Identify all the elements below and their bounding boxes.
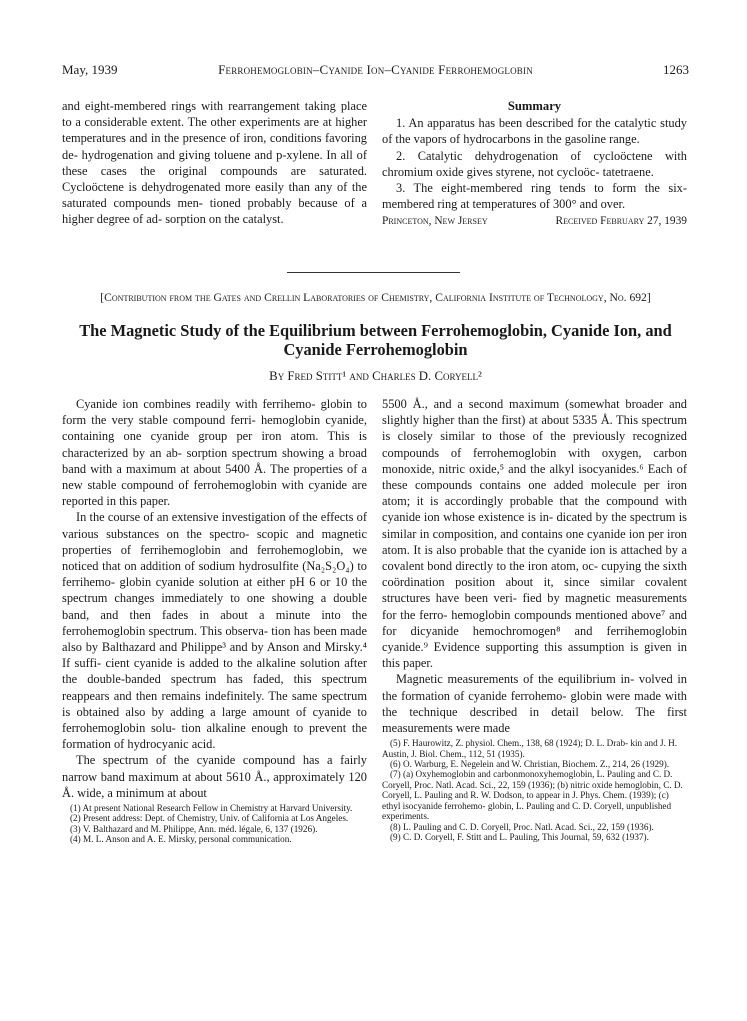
summary-heading: Summary	[507, 99, 562, 113]
body-column-left	[62, 396, 367, 845]
paragraph: In the course of an extensive investigation of the effects of various substances on the spectro- scopic and magnetic properties of ferrihemoglobin and ferrohemoglobin, we noticed that on addition of sodium hydrosulfite (Na₂S₂O₄) to ferrihemo- globin cyanide solution at either pH 6 or 10 the spectrum changes immediately to one showing a double band, and then fades in about a minute into the ferrohemoglobin spectrum. This observa- tion has been made also by Balthazard and Philippe³ and by Anson and Mirsky.⁴ If suffi- cient cyanide is added to the alkaline solution after the double-banded spectrum has faded, this spectrum reappears and then remains indefinitely. The same spectrum is obtained also by adding a large amount of cyanide to ferrohemoglobin solu- tion alkaline enough to prevent the formation of hydrocyanic acid.	[62, 510, 367, 752]
author-byline: By Fred Stitt¹ and Charles D. Coryell²	[269, 369, 482, 383]
summary-item: 2. Catalytic dehydrogenation of cycloöctene with chromium oxide gives styrene, not cycloöc- tatetraene.	[382, 148, 687, 179]
running-header	[62, 62, 689, 80]
footnote: (7) (a) Oxyhemoglobin and carbonmonoxyhemoglobin, L. Pauling and C. D. Coryell, Proc. Natl. Acad. Sci., 22, 159 (1936); (b) nitric oxide hemoglobin, C. D. Coryell, L. Pauling and R. W. Dodson, to appear in J. Phys. Chem. (1939); (c) ethyl isocyanide ferrohemo- globin, L. Pauling and C. D. Coryell, unpublished experiments.	[382, 769, 683, 822]
footnotes	[62, 803, 367, 845]
contribution-text: [Contribution from the Gates and Crellin Laboratories of Chemistry, California Institute of Technology, No. 692]	[100, 291, 651, 304]
footnote: (6) O. Warburg, E. Negelein and W. Christian, Biochem. Z., 214, 26 (1929).	[390, 759, 670, 770]
body-column-right	[382, 396, 687, 842]
article-title: The Magnetic Study of the Equilibrium between Ferrohemoglobin, Cyanide Ion, and Cyanide Ferrohemoglobin	[79, 321, 672, 359]
summary-section	[382, 98, 687, 230]
paragraph: 5500 Å., and a second maximum (somewhat broader and slightly higher than the first) at about 5335 Å. This spectrum is closely similar to those of the previously recognized compounds of ferrohemoglobin with oxygen, carbon monoxide, nitric oxide,⁵ and the alkyl isocyanides.⁶ Each of these compounds contains one added molecule per iron atom; it is accordingly probable that the compound with cyanide ion whose existence is in- dicated by the spectrum is similar in composition, and contains one cyanide ion per iron atom. It is also probable that the cyanide ion is attached by a covalent bond directly to the iron atom, oc- cupying the sixth coördination position about it, since similar covalent structures have been veri- fied by magnetic measurements for the ferro- hemoglobin compounds mentioned above⁷ and for dicyanide hemochromogen⁸ and ferrihemoglobin cyanide.⁹ Evidence supporting this assumption is given in this paper.	[382, 397, 687, 671]
paragraph: Magnetic measurements of the equilibrium in- volved in the formation of cyanide ferrohemo- globin were made with the technique described in detail below. The first measurements were made	[382, 672, 687, 736]
footnote: (3) V. Balthazard and M. Philippe, Ann. méd. légale, 6, 137 (1926).	[70, 823, 318, 834]
paragraph: The spectrum of the cyanide compound has a fairly narrow band maximum at about 5610 Å., approximately 120 Å. wide, a minimum at about	[62, 753, 367, 800]
header-date: May, 1939	[62, 62, 118, 77]
header-page-number: 1263	[663, 62, 689, 77]
footnote: (5) F. Haurowitz, Z. physiol. Chem., 138, 68 (1924); D. L. Drab- kin and J. H. Austin, J. Biol. Chem., 112, 51 (1935).	[382, 738, 678, 759]
paragraph: and eight-membered rings with rearrangement taking place to a considerable extent. The other experiments are at higher temperatures and in the presence of iron, conditions favoring de- hydrogenation and giving toluene and p-xylene. In all of these cases the original compounds are saturated. Cycloöctene is dehydrogenated more easily than any of the saturated compounds men- tioned probably because of a higher degree of ad- sorption on the catalyst.	[62, 99, 367, 227]
contribution-note	[62, 291, 689, 305]
previous-article-conclusion	[62, 98, 367, 228]
header-running-title: Ferrohemoglobin–Cyanide Ion–Cyanide Ferrohemoglobin	[218, 62, 533, 77]
footnote: (4) M. L. Anson and A. E. Mirsky, personal communication.	[70, 834, 292, 845]
received-date: Received February 27, 1939	[555, 215, 687, 228]
location: Princeton, New Jersey	[382, 215, 488, 228]
footnote: (9) C. D. Coryell, F. Stitt and L. Pauling, This Journal, 59, 632 (1937).	[390, 831, 649, 842]
footnote: (2) Present address: Dept. of Chemistry, Univ. of California at Los Angeles.	[70, 813, 349, 824]
signature-line	[382, 213, 687, 229]
footnote: (8) L. Pauling and C. D. Coryell, Proc. Natl. Acad. Sci., 22, 159 (1936).	[390, 821, 654, 832]
section-divider	[287, 272, 460, 273]
summary-item: 3. The eight-membered ring tends to form the six-membered ring at temperatures of 300° and over.	[382, 181, 687, 212]
footnote: (1) At present National Research Fellow in Chemistry at Harvard University.	[70, 803, 353, 814]
summary-item: 1. An apparatus has been described for the catalytic study of the vapors of hydrocarbons in the gasoline range.	[382, 116, 687, 147]
paragraph: Cyanide ion combines readily with ferrihemo- globin to form the very stable compound ferri- hemoglobin cyanide, containing one cyanide group per iron atom. This is characterized by an ab- sorption spectrum showing a broad band with a maximum at about 5400 Å. The properties of a new stable compound of ferrohemoglobin with cyanide are reported in this paper.	[62, 397, 367, 509]
footnotes	[382, 738, 687, 842]
